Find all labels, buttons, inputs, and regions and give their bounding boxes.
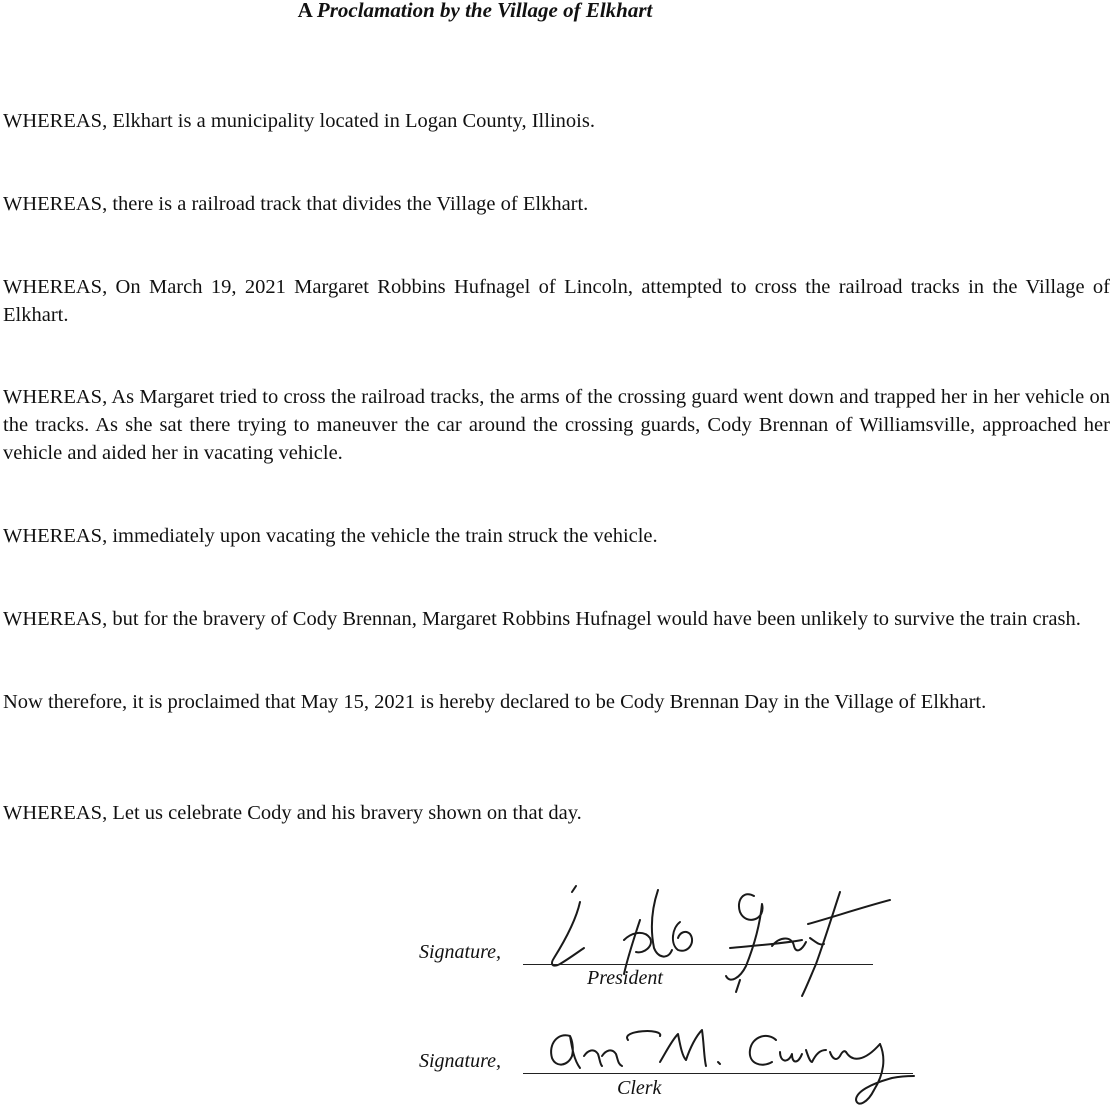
president-role-label: President	[587, 967, 663, 989]
whereas-train-struck: WHEREAS, immediately upon vacating the vehicle the train struck the vehicle.	[3, 525, 658, 547]
whereas-crossing-attempt: WHEREAS, On March 19, 2021 Margaret Robbins Hufnagel of Lincoln, attempted to cross the railroad tracks in the Village of Elkhart.	[3, 276, 1110, 326]
proclamation-declaration: Now therefore, it is proclaimed that May 15, 2021 is hereby declared to be Cody Brennan Day in the Village of Elkhart.	[3, 691, 987, 713]
title-main: Proclamation by the Village of Elkhart	[316, 0, 653, 22]
clerk-role-label: Clerk	[617, 1077, 662, 1099]
title-prefix: A	[297, 0, 312, 22]
clerk-signature-label: Signature,	[419, 1050, 502, 1072]
whereas-railroad-track: WHEREAS, there is a railroad track that divides the Village of Elkhart.	[3, 193, 589, 215]
document-title	[0, 0, 950, 23]
president-signature-label: Signature,	[419, 941, 502, 963]
whereas-bravery: WHEREAS, but for the bravery of Cody Brennan, Margaret Robbins Hufnagel would have been unlikely to survive the train crash.	[3, 608, 1081, 630]
whereas-municipality: WHEREAS, Elkhart is a municipality located in Logan County, Illinois.	[3, 110, 595, 132]
whereas-celebrate: WHEREAS, Let us celebrate Cody and his bravery shown on that day.	[3, 802, 582, 824]
whereas-trapped-vehicle: WHEREAS, As Margaret tried to cross the railroad tracks, the arms of the crossing guard went down and trapped her in her vehicle on the tracks. As she sat there trying to maneuver the car around the crossing guards, Cody Brennan of Williamsville, approached her vehicle and aided her in vacating vehicle.	[3, 386, 1110, 464]
clerk-handwritten-signature	[540, 1022, 920, 1112]
clerk-signature-line	[523, 1073, 913, 1074]
president-signature-line	[523, 964, 873, 965]
